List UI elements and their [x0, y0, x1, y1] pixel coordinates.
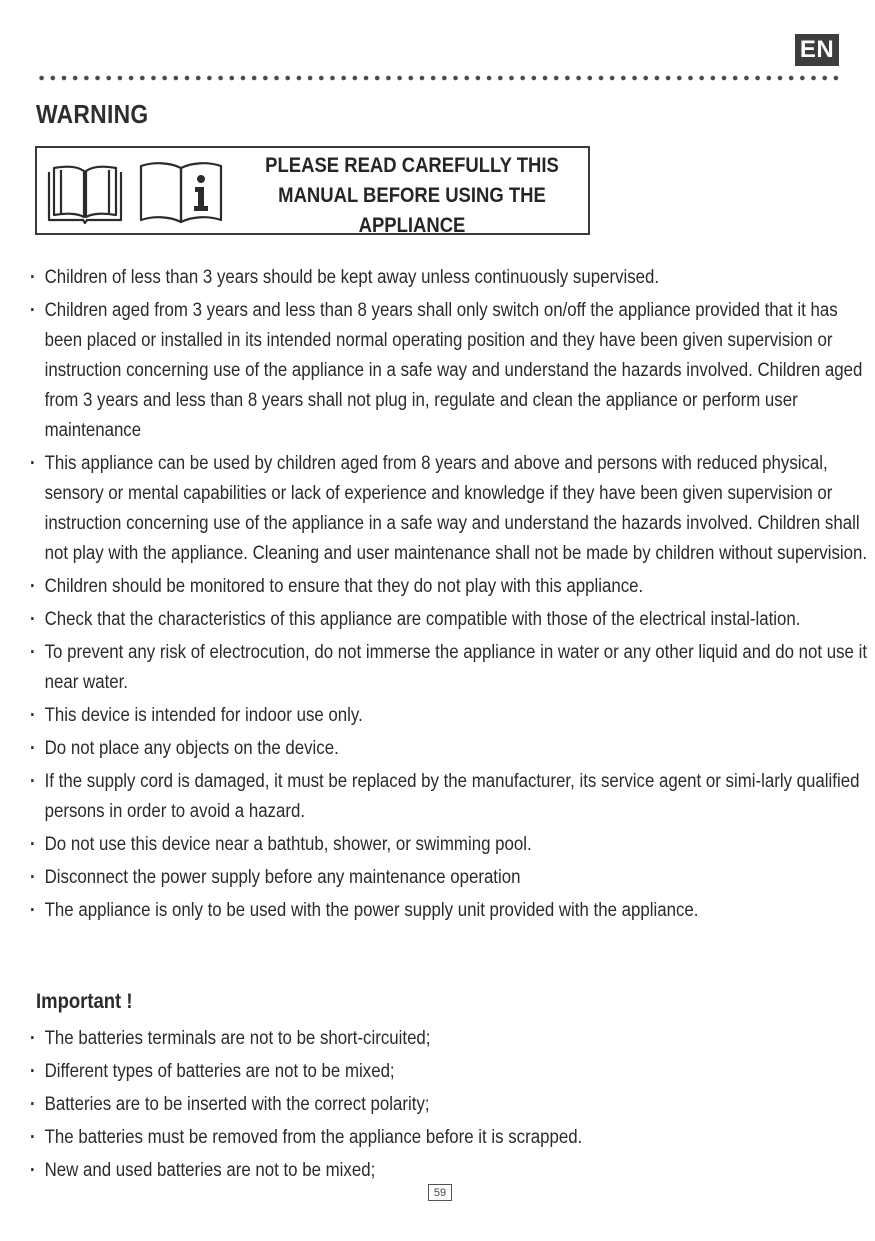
list-item: · Different types of batteries are not to be mixed; [30, 1056, 875, 1086]
battery-list [30, 1023, 865, 1188]
list-item: · Check that the characteristics of this appliance are compatible with those of the electrical instal-lation. [30, 604, 875, 634]
dotted-divider [36, 74, 840, 82]
important-heading: Important ! [36, 990, 133, 1013]
list-item: · Disconnect the power supply before any maintenance operation [30, 862, 875, 892]
info-manual-icon [137, 160, 225, 226]
read-manual-notice [35, 146, 590, 235]
list-item: · Children aged from 3 years and less than 8 years shall only switch on/off the appliance provided that it has been placed or installed in its intended normal operating position and they have been given supervision or instruction concerning use of the appliance in a safe way and understand the hazards involved. Children aged from 3 years and less than 8 years shall not plug in, regulate and clean the appliance or perform user maintenance [30, 295, 875, 445]
list-item: · To prevent any risk of electrocution, do not immerse the appliance in water or any other liquid and do not use it near water. [30, 637, 875, 697]
language-badge: EN [795, 34, 839, 66]
page-title: WARNING [36, 99, 149, 129]
list-item: · If the supply cord is damaged, it must be replaced by the manufacturer, its service agent or simi-larly qualified persons in order to avoid a hazard. [30, 766, 875, 826]
list-item: · The batteries terminals are not to be short-circuited; [30, 1023, 875, 1053]
list-item: · The batteries must be removed from the appliance before it is scrapped. [30, 1122, 875, 1152]
list-item: · Do not use this device near a bathtub, shower, or swimming pool. [30, 829, 875, 859]
list-item: · Do not place any objects on the device. [30, 733, 875, 763]
list-item: · This device is intended for indoor use only. [30, 700, 875, 730]
list-item: · This appliance can be used by children aged from 8 years and above and persons with reduced physical, sensory or mental capabilities or lack of experience and knowledge if they have been given supervision or instruction concerning use of the appliance in a safe way and understand the hazards involved. Children shall not play with the appliance. Cleaning and user maintenance shall not be made by children without supervision. [30, 448, 875, 568]
list-item: · Children of less than 3 years should be kept away unless continuously supervised. [30, 262, 875, 292]
list-item: · New and used batteries are not to be mixed; [30, 1155, 875, 1185]
list-item: · Children should be monitored to ensure that they do not play with this appliance. [30, 571, 875, 601]
book-icon [45, 162, 125, 224]
list-item: · Batteries are to be inserted with the correct polarity; [30, 1089, 875, 1119]
warnings-list [30, 262, 868, 928]
notice-text: PLEASE READ CAREFULLY THIS MANUAL BEFORE USING THE APPLIANCE [265, 154, 559, 237]
page-number: 59 [428, 1184, 452, 1201]
list-item: · The appliance is only to be used with the power supply unit provided with the appliance. [30, 895, 875, 925]
